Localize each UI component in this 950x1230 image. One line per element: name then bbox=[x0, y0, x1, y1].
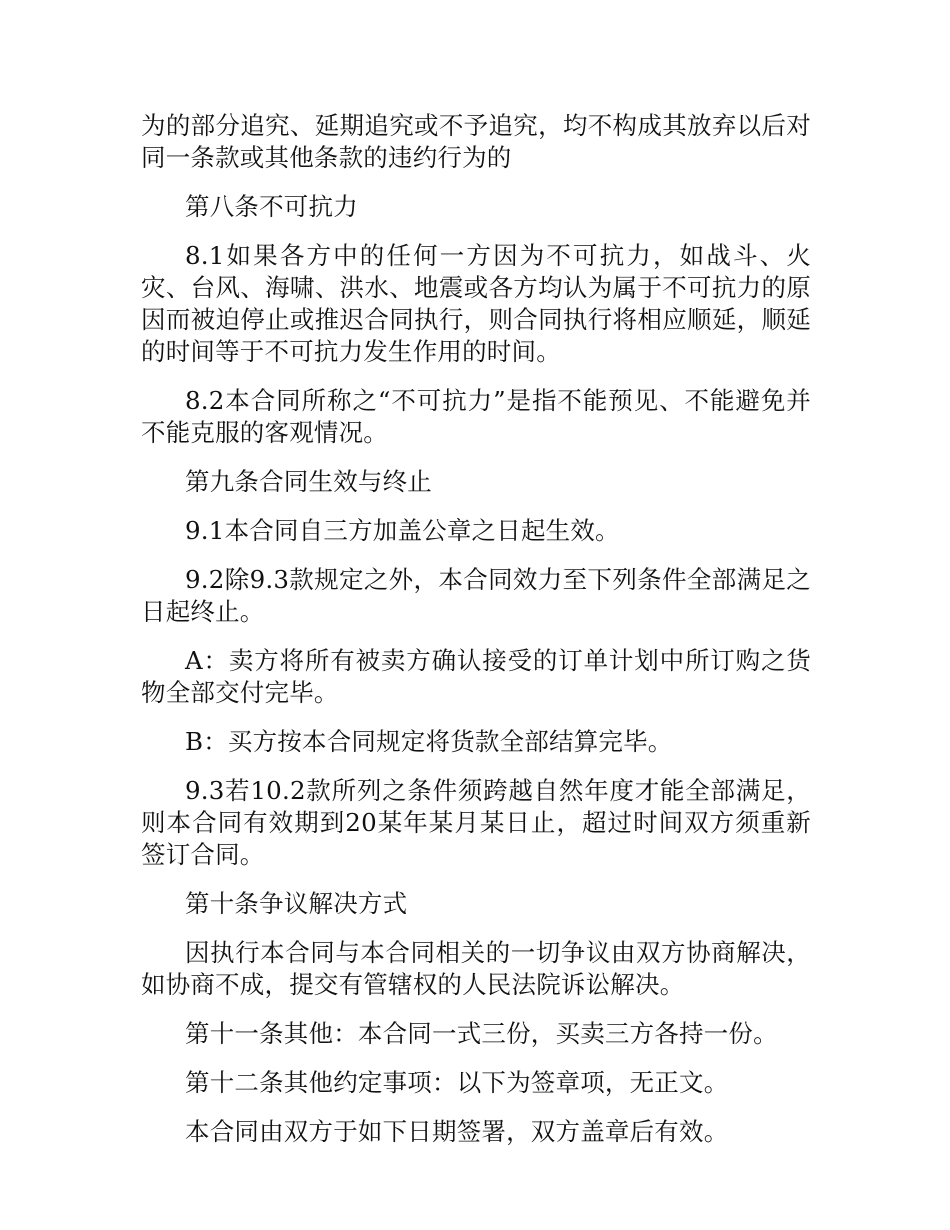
clause-10-body: 因执行本合同与本合同相关的一切争议由双方协商解决，如协商不成，提交有管辖权的人民法院诉讼解决。 bbox=[141, 938, 811, 999]
clause-9-2-b: B：买方按本合同规定将货款全部结算完毕。 bbox=[185, 727, 673, 756]
article-11: 第十一条其他：本合同一式三份，买卖三方各持一份。 bbox=[185, 1019, 778, 1048]
article-12: 第十二条其他约定事项：以下为签章项，无正文。 bbox=[185, 1068, 729, 1097]
paragraph-continuation: 为的部分追究、延期追究或不予追究，均不构成其放弃以后对同一条款或其他条款的违约行为的 bbox=[141, 111, 811, 172]
signing-statement: 本合同由双方于如下日期签署，双方盖章后有效。 bbox=[185, 1117, 729, 1146]
clause-8-2: 8.2本合同所称之“不可抗力”是指不能预见、不能避免并不能克服的客观情况。 bbox=[141, 386, 811, 447]
clause-9-2: 9.2除9.3款规定之外，本合同效力至下列条件全部满足之日起终止。 bbox=[141, 565, 811, 626]
document-body bbox=[141, 110, 811, 1165]
clause-9-1: 9.1本合同自三方加盖公章之日起生效。 bbox=[185, 516, 620, 545]
clause-8-1: 8.1如果各方中的任何一方因为不可抗力，如战斗、火灾、台风、海啸、洪水、地震或各方均认为属于不可抗力的原因而被迫停止或推迟合同执行，则合同执行将相应顺延，顺延的时间等于不可抗力发生作用的时间。 bbox=[141, 241, 811, 366]
heading-article-8: 第八条不可抗力 bbox=[185, 192, 358, 221]
heading-article-9: 第九条合同生效与终止 bbox=[185, 467, 432, 496]
heading-article-10: 第十条争议解决方式 bbox=[185, 889, 408, 918]
clause-9-3: 9.3若10.2款所列之条件须跨越自然年度才能全部满足，则本合同有效期到20某年某月某日止，超过时间双方须重新签订合同。 bbox=[141, 776, 811, 869]
clause-9-2-a: A：卖方将所有被卖方确认接受的订单计划中所订购之货物全部交付完毕。 bbox=[141, 646, 811, 707]
